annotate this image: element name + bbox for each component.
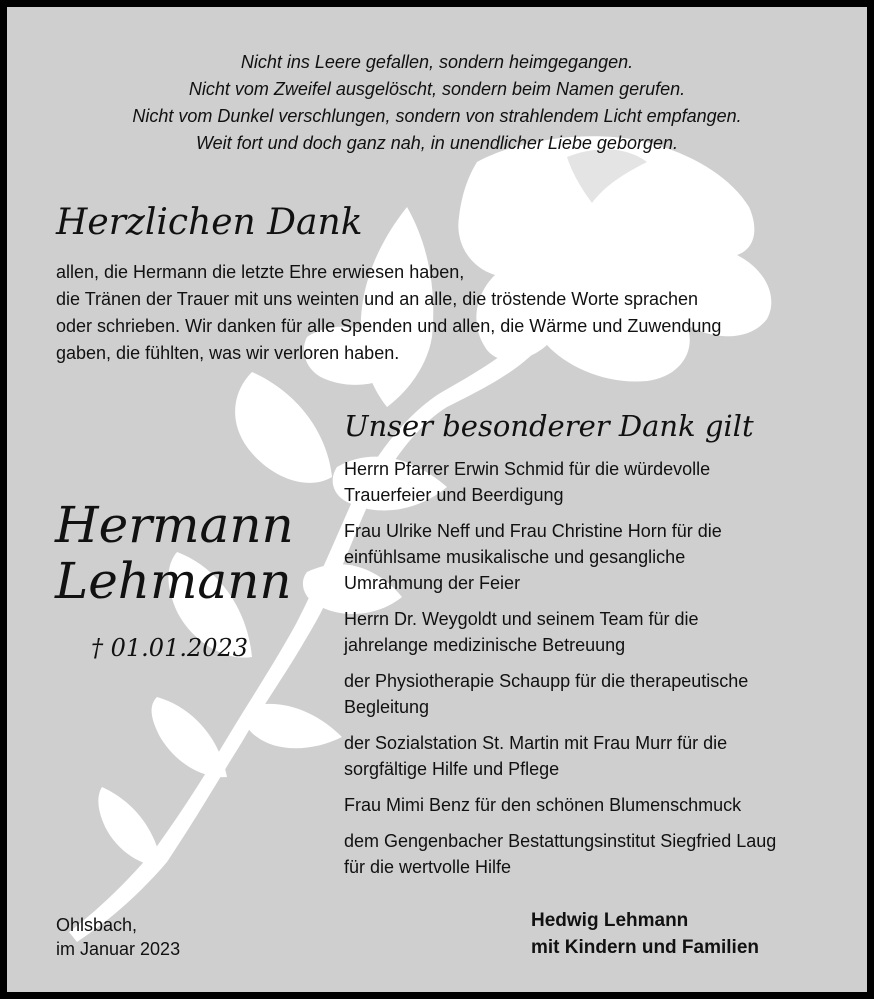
poem bbox=[7, 49, 867, 157]
list-item-line: der Sozialstation St. Martin mit Frau Murr für die bbox=[344, 733, 728, 753]
list-item bbox=[344, 456, 776, 508]
list-item bbox=[344, 730, 776, 782]
thanks-line: oder schrieben. Wir danken für alle Spenden und allen, die Wärme und Zuwendung bbox=[56, 316, 722, 336]
list-item bbox=[344, 668, 776, 720]
list-item bbox=[344, 518, 776, 596]
list-item-line: Umrahmung der Feier bbox=[344, 573, 521, 593]
place-date bbox=[56, 913, 180, 961]
list-item bbox=[344, 792, 776, 818]
signature-line: mit Kindern und Familien bbox=[531, 937, 760, 958]
list-item-line: dem Gengenbacher Bestattungsinstitut Siegfried Laug bbox=[344, 831, 777, 851]
list-item-line: Frau Mimi Benz für den schönen Blumenschmuck bbox=[344, 795, 742, 815]
poem-line: Nicht ins Leere gefallen, sondern heimgegangen. bbox=[240, 52, 634, 72]
special-thanks-list bbox=[344, 456, 776, 890]
thanks-line: gaben, die fühlten, was wir verloren haben. bbox=[56, 343, 400, 363]
list-item-line: für die wertvolle Hilfe bbox=[344, 857, 512, 877]
list-item bbox=[344, 606, 776, 658]
deceased-name bbox=[55, 497, 294, 609]
poem-line: Weit fort und doch ganz nah, in unendlicher Liebe geborgen. bbox=[195, 133, 678, 153]
list-item-line: Begleitung bbox=[344, 697, 430, 717]
list-item bbox=[344, 828, 776, 880]
signature-line: Hedwig Lehmann bbox=[531, 910, 689, 931]
list-item-line: jahrelange medizinische Betreuung bbox=[344, 635, 626, 655]
list-item-line: sorgfältige Hilfe und Pflege bbox=[344, 759, 560, 779]
special-thanks-title: Unser besonderer Dank gilt bbox=[344, 409, 754, 443]
first-name: Hermann bbox=[55, 496, 294, 554]
thanks-title: Herzlichen Dank bbox=[56, 202, 363, 243]
thanks-line: die Tränen der Trauer mit uns weinten und an alle, die tröstende Worte sprachen bbox=[56, 289, 699, 309]
list-item-line: der Physiotherapie Schaupp für die therapeutische bbox=[344, 671, 749, 691]
list-item-line: Herrn Dr. Weygoldt und seinem Team für die bbox=[344, 609, 699, 629]
obituary-card bbox=[7, 7, 867, 992]
poem-line: Nicht vom Dunkel verschlungen, sondern von strahlendem Licht empfangen. bbox=[132, 106, 742, 126]
place: Ohlsbach, bbox=[56, 915, 138, 935]
list-item-line: Frau Ulrike Neff und Frau Christine Horn für die bbox=[344, 521, 722, 541]
poem-line: Nicht vom Zweifel ausgelöscht, sondern beim Namen gerufen. bbox=[188, 79, 686, 99]
last-name: Lehmann bbox=[55, 552, 292, 610]
list-item-line: einfühlsame musikalische und gesangliche bbox=[344, 547, 686, 567]
thanks-text bbox=[56, 259, 721, 367]
list-item-line: Herrn Pfarrer Erwin Schmid für die würdevolle bbox=[344, 459, 711, 479]
death-date: † 01.01.2023 bbox=[91, 634, 249, 662]
date: im Januar 2023 bbox=[56, 939, 181, 959]
list-item-line: Trauerfeier und Beerdigung bbox=[344, 485, 564, 505]
signature bbox=[531, 907, 759, 961]
thanks-line: allen, die Hermann die letzte Ehre erwiesen haben, bbox=[56, 262, 465, 282]
